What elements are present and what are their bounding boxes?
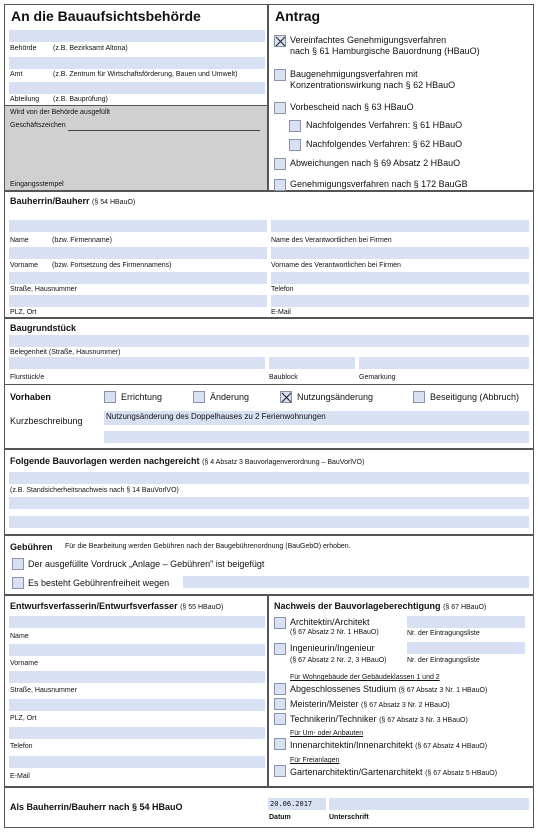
belegenheit-field[interactable]: [9, 335, 529, 347]
behoerde-label: Behörde: [10, 45, 37, 52]
unterschrift-field[interactable]: [329, 798, 529, 810]
entwurf-telefon-label: Telefon: [10, 743, 33, 750]
bauherr-section: [4, 191, 534, 318]
bauherr-vorname-hint: (bzw. Fortsetzung des Firmennamens): [52, 262, 172, 269]
option-vereinfacht-line1: Vereinfachtes Genehmigungsverfahren: [290, 35, 447, 45]
garten-checkbox[interactable]: [274, 765, 286, 777]
entwurf-strasse-label: Straße, Hausnummer: [10, 687, 77, 694]
bauherr-vorname-label: Vorname: [10, 262, 39, 269]
option-abweichungen-label: Abweichungen nach § 69 Absatz 2 HBauO: [290, 158, 461, 168]
nachweis-section: [268, 595, 534, 787]
option-baugb-checkbox[interactable]: [274, 179, 286, 191]
option-baugb-label: Genehmigungsverfahren nach § 172 BauGB: [290, 179, 468, 189]
architekt-ref: (§ 67 Absatz 2 Nr. 1 HBauO): [290, 629, 379, 636]
signature-title: Als Bauherrin/Bauherr nach § 54 HBauO: [10, 802, 183, 812]
vorhaben-nutzungsaenderung-checkbox[interactable]: [280, 391, 292, 403]
option-vereinfacht-checkbox[interactable]: [274, 35, 286, 47]
vorhaben-divider: [5, 384, 533, 385]
kurzbeschreibung-label: Kurzbeschreibung: [10, 416, 83, 426]
antrag-title: Antrag: [275, 8, 321, 24]
frei-note: Für Freianlagen: [290, 757, 340, 764]
bauherr-name-field[interactable]: [9, 220, 267, 232]
gebuehren-frei-field[interactable]: [183, 576, 529, 588]
baublock-field[interactable]: [269, 357, 355, 369]
bauherr-telefon-field[interactable]: [271, 272, 529, 284]
vorhaben-errichtung-checkbox[interactable]: [104, 391, 116, 403]
gemarkung-field[interactable]: [359, 357, 529, 369]
bauherr-email-label: E-Mail: [271, 309, 291, 316]
meister-checkbox[interactable]: [274, 698, 286, 710]
option-nachfolgend-61-label: Nachfolgendes Verfahren: § 61 HBauO: [306, 120, 463, 130]
architekt-eintrag-field[interactable]: [407, 616, 525, 628]
meister-label: Meisterin/Meister (§ 67 Absatz 3 Nr. 2 HBauO): [290, 699, 450, 709]
option-nachfolgend-61-checkbox[interactable]: [289, 120, 301, 132]
option-nachfolgend-62-label: Nachfolgendes Verfahren: § 62 HBauO: [306, 139, 463, 149]
entwurf-plz-label: PLZ, Ort: [10, 715, 37, 722]
abteilung-field[interactable]: [9, 82, 265, 94]
techniker-checkbox[interactable]: [274, 713, 286, 725]
nachweis-title: Nachweis der Bauvorlageberechtigung (§ 67 HBauO): [274, 601, 487, 611]
authority-title: An die Bauaufsichtsbehörde: [11, 8, 201, 24]
option-konzentration-line2: Konzentrationswirkung nach § 62 HBauO: [290, 80, 456, 90]
bauherr-telefon-label: Telefon: [271, 286, 294, 293]
architekt-label: Architektin/Architekt: [290, 617, 370, 627]
bauherr-email-field[interactable]: [271, 295, 529, 307]
kurzbeschreibung-field-2[interactable]: [104, 431, 529, 443]
innen-checkbox[interactable]: [274, 738, 286, 750]
bauvorlagen-field-2[interactable]: [9, 497, 529, 509]
behoerde-hint: (z.B. Bezirksamt Altona): [53, 45, 128, 52]
datum-value: 20.06.2017: [270, 800, 313, 808]
gebuehren-note: Für die Bearbeitung werden Gebühren nach der Baugebührenordnung (BauGebO) erhoben.: [65, 543, 351, 550]
option-konzentration-checkbox[interactable]: [274, 69, 286, 81]
umbauten-note: Für Um- oder Anbauten: [290, 730, 364, 737]
bauvorlagen-hint: (z.B. Standsicherheitsnachweis nach § 14 BauVorlVO): [10, 487, 179, 494]
gebuehren-frei-checkbox[interactable]: [12, 577, 24, 589]
gemarkung-label: Gemarkung: [359, 374, 396, 381]
grundstueck-section: [4, 318, 534, 449]
entwurf-email-field[interactable]: [9, 756, 265, 768]
baublock-label: Baublock: [269, 374, 298, 381]
garten-label: Gartenarchitektin/Gartenarchitekt (§ 67 Absatz 5 HBauO): [290, 767, 498, 777]
vorhaben-beseitigung-label: Beseitigung (Abbruch): [430, 392, 520, 402]
ingenieur-checkbox[interactable]: [274, 643, 286, 655]
bauherr-title: Bauherrin/Bauherr (§ 54 HBauO): [10, 196, 136, 206]
verantw-name-field[interactable]: [271, 220, 529, 232]
vorhaben-nutzungsaenderung-label: Nutzungsänderung: [297, 392, 374, 402]
amt-hint: (z.B. Zentrum für Wirtschaftsförderung, Bauen und Umwelt): [53, 71, 238, 78]
signature-section: [4, 787, 534, 828]
entwurf-name-field[interactable]: [9, 616, 265, 628]
vorhaben-aenderung-checkbox[interactable]: [193, 391, 205, 403]
bauherr-plz-label: PLZ, Ort: [10, 309, 37, 316]
flurstueck-label: Flurstück/e: [10, 374, 45, 381]
antrag-section: [268, 4, 534, 191]
bauvorlagen-field-3[interactable]: [9, 516, 529, 528]
bauherr-name-hint: (bzw. Firmenname): [52, 237, 112, 244]
innen-label: Innenarchitektin/Innenarchitekt (§ 67 Absatz 4 HBauO): [290, 740, 488, 750]
bauherr-strasse-field[interactable]: [9, 272, 267, 284]
entwurf-vorname-field[interactable]: [9, 644, 265, 656]
amt-field[interactable]: [9, 57, 265, 69]
studium-label: Abgeschlossenes Studium (§ 67 Absatz 3 Nr. 1 HBauO): [290, 684, 488, 694]
entwurf-strasse-field[interactable]: [9, 671, 265, 683]
vorhaben-beseitigung-checkbox[interactable]: [413, 391, 425, 403]
bauherr-strasse-label: Straße, Hausnummer: [10, 286, 77, 293]
gebuehren-anlage-checkbox[interactable]: [12, 558, 24, 570]
geschaeftszeichen-label: Geschäftszeichen: [10, 122, 66, 129]
bauherr-vorname-field[interactable]: [9, 247, 267, 259]
grundstueck-title: Baugrundstück: [10, 323, 77, 333]
option-nachfolgend-62-checkbox[interactable]: [289, 139, 301, 151]
verantw-name-label: Name des Verantwortlichen bei Firmen: [271, 237, 392, 244]
bauvorlagen-field-1[interactable]: [9, 472, 529, 484]
verantw-vorname-field[interactable]: [271, 247, 529, 259]
option-vorbescheid-label: Vorbescheid nach § 63 HBauO: [290, 102, 414, 112]
datum-field[interactable]: [268, 798, 326, 810]
techniker-label: Technikerin/Techniker (§ 67 Absatz 3 Nr. 3 HBauO): [290, 714, 468, 724]
architekt-eintrag-label: Nr. der Eintragungsliste: [407, 630, 480, 637]
bauvorlagen-title: Folgende Bauvorlagen werden nachgereicht (§ 4 Absatz 3 Bauvorlagenverordnung – BauVorlVO): [10, 456, 365, 466]
gebuehren-frei-label: Es besteht Gebührenfreiheit wegen: [28, 578, 170, 588]
entwurf-telefon-field[interactable]: [9, 727, 265, 739]
option-konzentration-line1: Baugenehmigungsverfahren mit: [290, 69, 418, 79]
bauvorlagen-section: [4, 449, 534, 535]
ingenieur-ref: (§ 67 Absatz 2 Nr. 2, 3 HBauO): [290, 657, 387, 664]
unterschrift-label: Unterschrift: [329, 814, 369, 821]
flurstueck-field[interactable]: [9, 357, 265, 369]
bauherr-plz-field[interactable]: [9, 295, 267, 307]
bauherr-name-label: Name: [10, 237, 29, 244]
studium-checkbox[interactable]: [274, 683, 286, 695]
entwurf-section: [4, 595, 268, 787]
ingenieur-label: Ingenieurin/Ingenieur: [290, 643, 375, 653]
gebuehren-section: [4, 535, 534, 595]
wohngebaeude-note: Für Wohngebäude der Gebäudeklassen 1 und 2: [290, 674, 440, 681]
vorhaben-errichtung-label: Errichtung: [121, 392, 163, 402]
entwurf-title: Entwurfsverfasserin/Entwurfsverfasser (§ 55 HBauO): [10, 601, 224, 611]
gebuehren-anlage-label: Der ausgefüllte Vordruck „Anlage – Gebühren" ist beigefügt: [28, 559, 265, 569]
abteilung-label: Abteilung: [10, 96, 40, 103]
datum-label: Datum: [269, 814, 291, 821]
ingenieur-eintrag-field[interactable]: [407, 642, 525, 654]
entwurf-plz-field[interactable]: [9, 699, 265, 711]
entwurf-vorname-label: Vorname: [10, 660, 39, 667]
vorhaben-aenderung-label: Änderung: [210, 392, 250, 402]
vorhaben-title: Vorhaben: [10, 392, 51, 402]
kurzbeschreibung-field[interactable]: [104, 411, 529, 425]
kurzbeschreibung-value: Nutzungsänderung des Doppelhauses zu 2 Ferienwohnungen: [106, 412, 326, 421]
office-use-area: [5, 105, 267, 190]
option-abweichungen-checkbox[interactable]: [274, 158, 286, 170]
gebuehren-title: Gebühren: [10, 542, 53, 552]
option-vorbescheid-checkbox[interactable]: [274, 102, 286, 114]
entwurf-name-label: Name: [10, 633, 29, 640]
verantw-vorname-label: Vorname des Verantwortlichen bei Firmen: [271, 262, 401, 269]
architekt-checkbox[interactable]: [274, 617, 286, 629]
belegenheit-label: Belegenheit (Straße, Hausnummer): [10, 349, 121, 356]
eingangsstempel-label: Eingangsstempel: [10, 181, 64, 188]
abteilung-hint: (z.B. Bauprüfung): [53, 96, 108, 103]
office-note: Wird von der Behörde ausgefüllt: [10, 109, 110, 116]
entwurf-email-label: E-Mail: [10, 773, 30, 780]
ingenieur-eintrag-label: Nr. der Eintragungsliste: [407, 657, 480, 664]
geschaeftszeichen-line: [68, 130, 260, 131]
option-vereinfacht-line2: nach § 61 Hamburgische Bauordnung (HBauO): [290, 46, 480, 56]
behoerde-field[interactable]: [9, 30, 265, 42]
authority-section: [4, 4, 268, 191]
amt-label: Amt: [10, 71, 23, 78]
